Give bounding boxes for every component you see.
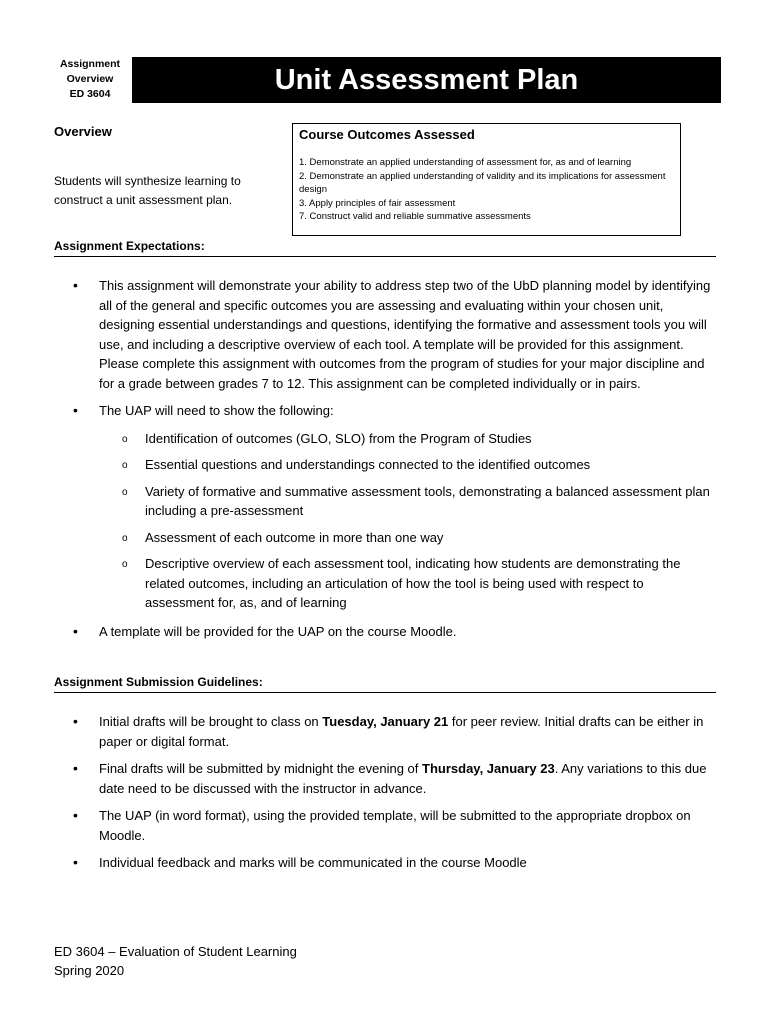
header-label-line: Overview [66, 73, 114, 85]
page-footer [54, 942, 297, 980]
header-label-line: ED 3604 [69, 88, 111, 100]
due-date-initial: Tuesday, January 21 [322, 714, 449, 729]
list-item: • Individual feedback and marks will be communicated in the course Moodle [54, 853, 714, 873]
course-outcome-item: 7. Construct valid and reliable summative assessments [299, 211, 531, 222]
sub-list-item: o Essential questions and understandings connected to the identified outcomes [54, 455, 714, 475]
item-text: . Any variations to this due date need to be discussed with the instructor in advance. [99, 761, 707, 796]
sub-list-item: o Descriptive overview of each assessment tool, indicating how students are demonstrating the related outcomes, including an articulation of how the tool is being used with respect to assessment for, as, and of learning [54, 554, 714, 613]
item-text: Initial drafts will be brought to class on [99, 714, 323, 729]
course-outcome-item: 2. Demonstrate an applied understanding of validity and its implications for assessment design [299, 170, 666, 195]
sub-list-item: o Variety of formative and summative assessment tools, demonstrating a balanced assessment plan including a pre-assessment [54, 482, 714, 521]
overview-text: Students will synthesize learning to construct a unit assessment plan. [54, 174, 241, 207]
course-outcomes-box [292, 123, 681, 236]
list-item: • A template will be provided for the UAP on the course Moodle. [54, 622, 714, 642]
due-date-final: Thursday, January 23 [422, 761, 555, 776]
expectations-list [54, 276, 714, 649]
footer-course: ED 3604 – Evaluation of Student Learning [54, 944, 297, 959]
uap-requirements-list [54, 429, 714, 613]
list-item [54, 759, 714, 798]
sub-list-item: o Assessment of each outcome in more than one way [54, 528, 714, 548]
list-item: • This assignment will demonstrate your ability to address step two of the UbD planning model by identifying all of the general and specific outcomes you are assessing and evaluating within your chosen unit, designing essential understandings and questions, identifying the formative and assessment tools you will use, and including a descriptive overview of each tool. A template will be provided for this assignment. Please complete this assignment with outcomes from the program of studies for your major discipline and for a grade between grades 7 to 12. This assignment can be completed individually or in pairs. [54, 276, 714, 393]
submission-heading: Assignment Submission Guidelines: [54, 674, 716, 693]
header-label-line: Assignment [59, 58, 121, 70]
course-outcomes-title: Course Outcomes Assessed [299, 127, 475, 142]
item-text: for peer review. Initial drafts can be either in paper or digital format. [99, 714, 704, 749]
overview-heading: Overview [54, 124, 112, 139]
footer-term: Spring 2020 [54, 963, 125, 978]
submission-list [54, 712, 714, 881]
item-text: Final drafts will be submitted by midnight the evening of [99, 761, 423, 776]
list-item: • The UAP will need to show the following: [54, 401, 714, 421]
course-outcome-item: 3. Apply principles of fair assessment [299, 197, 456, 209]
expectations-heading: Assignment Expectations: [54, 238, 716, 257]
list-item [54, 712, 714, 751]
course-outcomes-list [299, 156, 674, 224]
list-item: • The UAP (in word format), using the provided template, will be submitted to the appropriate dropbox on Moodle. [54, 806, 714, 845]
page-title: Unit Assessment Plan [132, 57, 721, 103]
header-course-label [52, 57, 128, 102]
course-outcome-item: 1. Demonstrate an applied understanding of assessment for, as and of learning [299, 157, 632, 168]
sub-list-item: o Identification of outcomes (GLO, SLO) from the Program of Studies [54, 429, 714, 449]
